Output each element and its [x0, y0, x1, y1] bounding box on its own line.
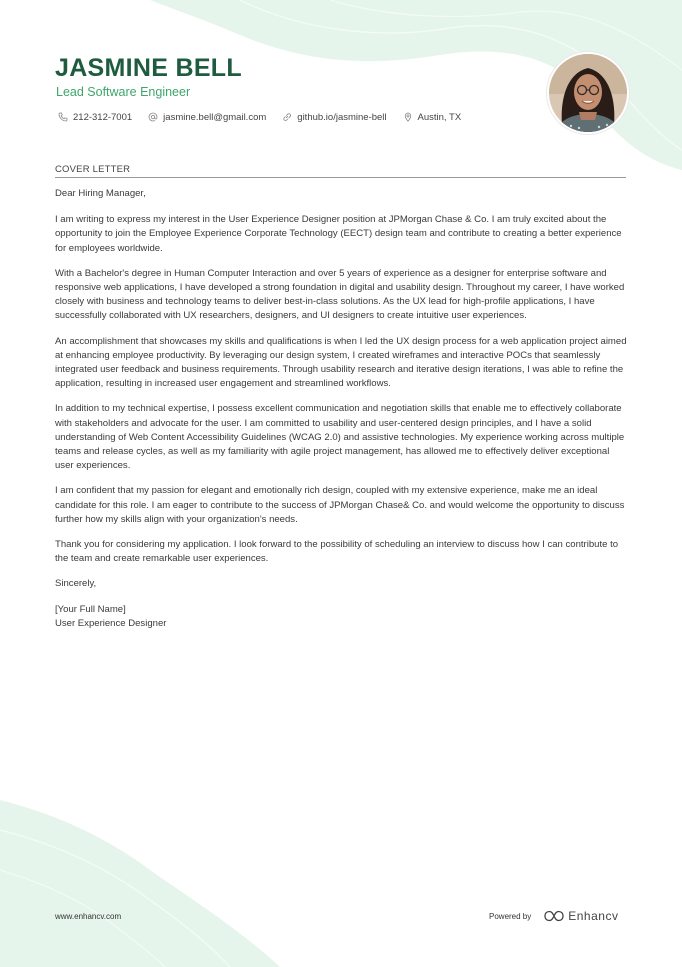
section-divider	[55, 177, 626, 178]
footer-website-link[interactable]: www.enhancv.com	[55, 912, 122, 921]
candidate-name: JASMINE BELL	[55, 54, 242, 82]
at-icon	[148, 112, 158, 122]
letter-paragraph: Thank you for considering my application. I look forward to the possibility of scheduling an interview to discuss how I can contribute to the team and create remarkable user experiences.	[55, 539, 619, 565]
signature-name: [Your Full Name]	[55, 603, 126, 615]
letter-paragraph: With a Bachelor's degree in Human Computer Interaction and over 5 years of experience as a designer for enterprise software and responsive web applications, I have developed a strong foundation in digital and usability design. Throughout my career, I have worked closely with business and technology teams to deliver best-in-class solutions. As the UX lead for high-profile applications, I have successfully collaborated with UX researchers, designers, and UI designers to create intuitive user experiences.	[55, 267, 625, 322]
contact-email[interactable]	[148, 112, 266, 123]
signature-title: User Experience Designer	[55, 617, 167, 629]
letter-salutation: Dear Hiring Manager,	[55, 188, 146, 199]
letter-paragraph: I am writing to express my interest in the User Experience Designer position at JPMorgan Chase & Co. I am truly excited about the opportunity to join the Employee Experience Corporate Technology (EECT) design team and contribute to creating a better experience for employees worldwide.	[55, 214, 622, 254]
contact-phone-text: 212-312-7001	[73, 111, 133, 123]
profile-photo	[547, 52, 629, 134]
powered-by-label: Powered by	[489, 911, 532, 921]
contact-location	[403, 112, 462, 123]
letter-paragraph: I am confident that my passion for elegant and emotionally rich design, coupled with my extensive experience, make me an ideal candidate for this role. I am eager to contribute to the success of JPMorgan Chase& Co. and would welcome the opportunity to discuss further how my skills align with your organization's needs.	[55, 485, 625, 525]
contact-phone[interactable]	[58, 112, 132, 123]
link-icon	[282, 112, 292, 122]
letter-closing: Sincerely,	[55, 578, 97, 590]
brand-logo	[543, 909, 618, 923]
contact-location-text: Austin, TX	[417, 111, 462, 123]
letter-body	[55, 187, 629, 631]
enhancv-logo-icon	[543, 910, 565, 922]
contact-github[interactable]	[282, 112, 386, 123]
location-pin-icon	[403, 112, 413, 122]
letter-paragraph: An accomplishment that showcases my skills and qualifications is when I led the UX design process for a web application project aimed at enhancing employee productivity. By leveraging our design system, I created wireframes and interactive POCs that seamlessly integrated user feedback and business requirements. Through usability research and iterative design iterations, I was able to refine the application, resulting in increased user engagement and streamlined workflows.	[55, 335, 627, 390]
letter-paragraph: In addition to my technical expertise, I possess excellent communication and negotiation skills that enable me to effectively collaborate with stakeholders and advocate for the user. I am committed to usability and user-centered design principles, and I have a solid understanding of Web Content Accessibility Guidelines (WCAG 2.0) and assistive technologies. My experience working across multiple teams and release cycles, as well as my familiarity with agile project management, has allowed me to effectively deliver exceptional user experiences.	[55, 403, 625, 472]
brand-name: Enhancv	[568, 909, 619, 923]
phone-icon	[58, 112, 68, 122]
contact-github-text: github.io/jasmine-bell	[297, 111, 387, 123]
powered-by-badge[interactable]	[489, 905, 618, 927]
contact-row	[58, 110, 477, 124]
contact-email-text: jasmine.bell@gmail.com	[163, 111, 267, 123]
candidate-title: Lead Software Engineer	[56, 85, 191, 99]
section-title-cover-letter: COVER LETTER	[55, 164, 131, 175]
